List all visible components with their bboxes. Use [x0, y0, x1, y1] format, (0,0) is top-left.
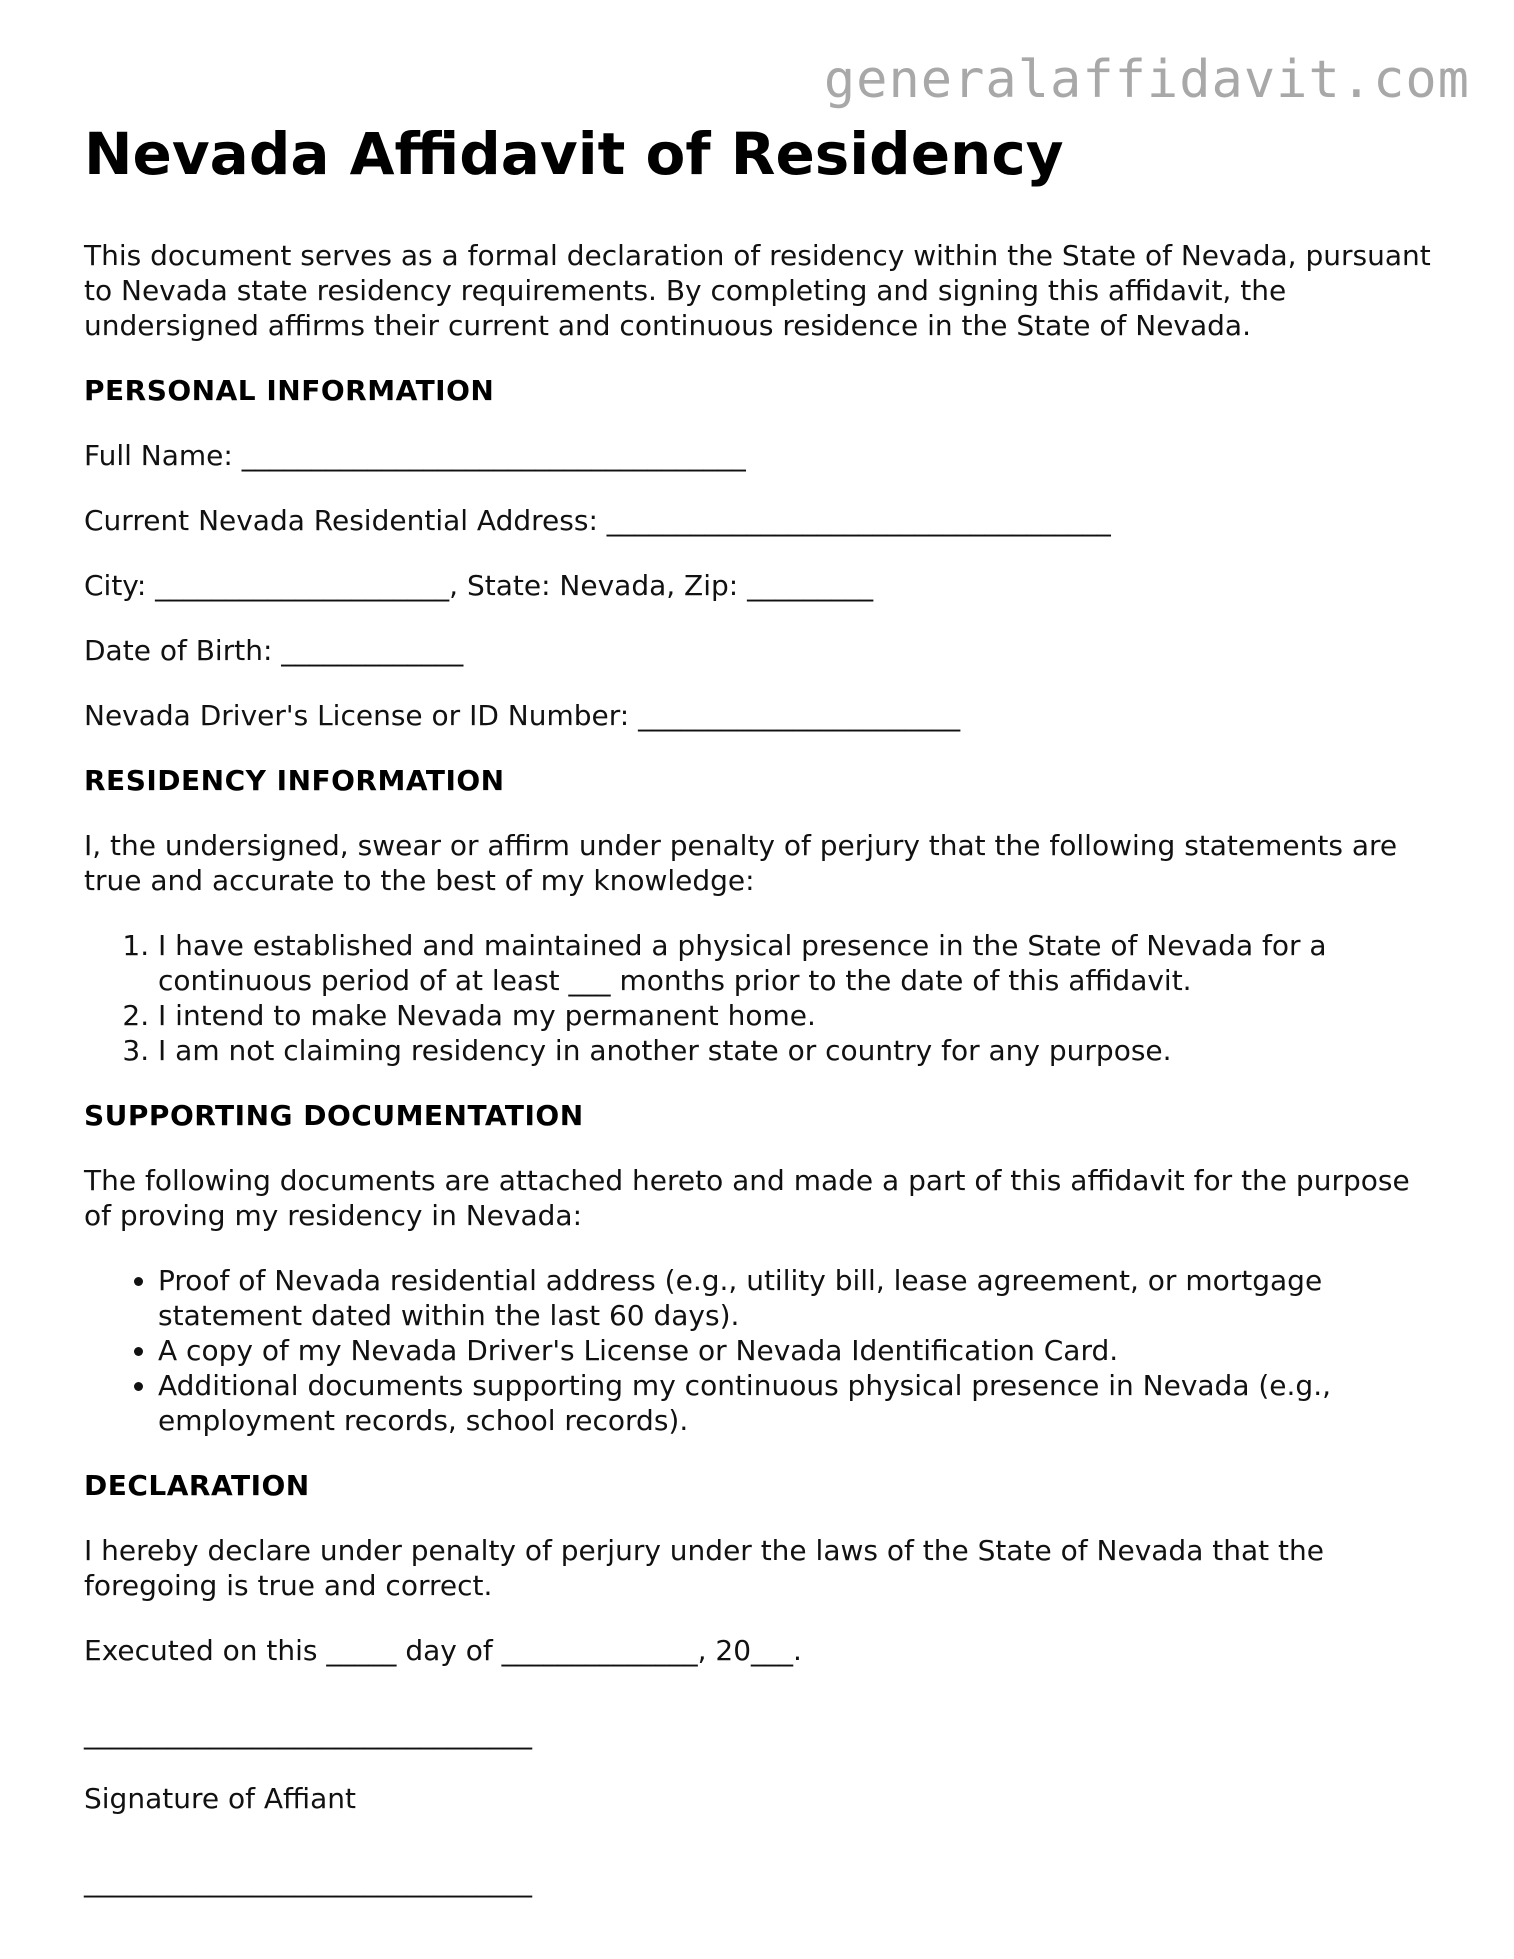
personal-information-heading: PERSONAL INFORMATION — [84, 374, 495, 407]
supporting-documentation-heading: SUPPORTING DOCUMENTATION — [84, 1099, 584, 1132]
list-item: 3. I am not claiming residency in another state or country for any purpose. — [158, 1033, 1434, 1068]
list-item: 1. I have established and maintained a physical presence in the State of Nevada for a continuous period of at least ___ months prior to the date of this affidavit. — [158, 928, 1434, 998]
signature-label: Signature of Affiant — [84, 1782, 356, 1815]
residency-statement: I, the undersigned, swear or affirm under penalty of perjury that the following statements are true and accurate to the best of my knowledge: — [84, 829, 1398, 897]
list-item: 2. I intend to make Nevada my permanent home. — [158, 998, 1434, 1033]
address-field: Current Nevada Residential Address: ____________________________________ — [84, 504, 1111, 537]
documentation-statement: The following documents are attached hereto and made a part of this affidavit for the purpose of proving my residency in Nevada: — [84, 1164, 1410, 1232]
executed-date-line: Executed on this _____ day of ______________, 20___. — [84, 1634, 802, 1667]
list-item: • A copy of my Nevada Driver's License or Nevada Identification Card. — [158, 1333, 1434, 1368]
signature-line: ________________________________ — [84, 1717, 532, 1750]
documentation-list — [84, 1263, 1434, 1438]
date-of-birth-field: Date of Birth: _____________ — [84, 634, 464, 667]
residency-list — [84, 928, 1434, 1068]
signature-line: ________________________________ — [84, 1865, 532, 1898]
license-number-field: Nevada Driver's License or ID Number: _______________________ — [84, 699, 961, 732]
watermark: generalaffidavit.com — [823, 50, 1470, 110]
intro-paragraph: This document serves as a formal declaration of residency within the State of Nevada, pursuant to Nevada state residency requirements. By completing and signing this affidavit, the undersigned affirms their current and continuous residence in the State of Nevada. — [84, 239, 1431, 342]
city-state-zip-field: City: _____________________, State: Nevada, Zip: _________ — [84, 569, 874, 602]
list-item: • Proof of Nevada residential address (e.g., utility bill, lease agreement, or mortgage statement dated within the last 60 days). — [158, 1263, 1434, 1333]
full-name-field: Full Name: ____________________________________ — [84, 439, 746, 472]
declaration-heading: DECLARATION — [84, 1469, 310, 1502]
document-title: Nevada Affidavit of Residency — [84, 120, 1064, 188]
declaration-statement: I hereby declare under penalty of perjury under the laws of the State of Nevada that the foregoing is true and correct. — [84, 1534, 1324, 1602]
residency-information-heading: RESIDENCY INFORMATION — [84, 764, 505, 797]
list-item: • Additional documents supporting my continuous physical presence in Nevada (e.g., employment records, school records). — [158, 1368, 1434, 1438]
